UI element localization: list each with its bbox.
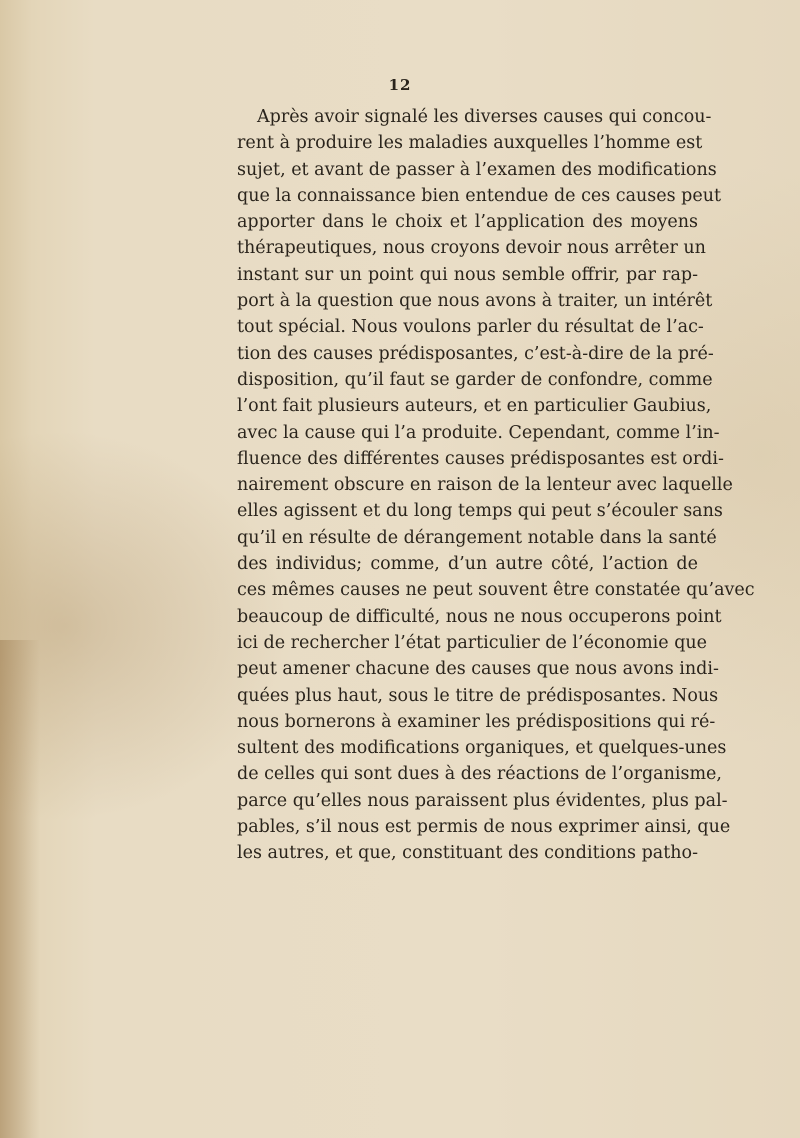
text-line: ici de rechercher l’état particulier de l’économie que xyxy=(237,632,708,653)
text-line: tion des causes prédisposantes, c’est-à-dire de la pré- xyxy=(237,343,714,364)
text-line: nairement obscure en raison de la lenteur avec laquelle xyxy=(237,475,733,496)
text-line: port à la question que nous avons à traiter, un intérêt xyxy=(237,291,713,312)
text-line: beaucoup de difficulté, nous ne nous occuperons point xyxy=(237,606,722,627)
text-line: l’ont fait plusieurs auteurs, et en particulier Gaubius, xyxy=(237,396,712,417)
text-line: rent à produire les maladies auxquelles l’homme est xyxy=(237,133,703,154)
page-number: 12 xyxy=(388,76,412,94)
paper-stain xyxy=(0,640,40,1138)
text-line: fluence des différentes causes prédisposantes est ordi- xyxy=(237,448,724,469)
text-line: sujet, et avant de passer à l’examen des modifications xyxy=(237,159,717,180)
body-text xyxy=(237,104,755,867)
text-line: que la connaissance bien entendue de ces causes peut xyxy=(237,185,722,206)
text-line: ces mêmes causes ne peut souvent être constatée qu’avec xyxy=(237,580,755,601)
text-line: tout spécial. Nous voulons parler du résultat de l’ac- xyxy=(237,317,704,338)
text-line: thérapeutiques, nous croyons devoir nous arrêter un xyxy=(237,238,706,259)
text-line: les autres, et que, constituant des conditions patho- xyxy=(237,843,698,864)
text-line: qu’il en résulte de dérangement notable dans la santé xyxy=(237,527,717,548)
text-line: des individus; comme, d’un autre côté, l’action de xyxy=(237,554,698,575)
text-line: pables, s’il nous est permis de nous exprimer ainsi, que xyxy=(237,817,731,838)
text-line: quées plus haut, sous le titre de prédisposantes. Nous xyxy=(237,685,719,706)
text-line: avec la cause qui l’a produite. Cependant, comme l’in- xyxy=(237,422,720,443)
text-line: parce qu’elles nous paraissent plus évidentes, plus pal- xyxy=(237,790,728,811)
text-line: apporter dans le choix et l’application des moyens xyxy=(237,212,698,233)
text-line: Après avoir signalé les diverses causes qui concou- xyxy=(257,107,712,127)
text-line: instant sur un point qui nous semble offrir, par rap- xyxy=(237,264,698,285)
text-line: peut amener chacune des causes que nous avons indi- xyxy=(237,659,719,680)
text-line: nous bornerons à examiner les prédispositions qui ré- xyxy=(237,711,716,732)
text-line: elles agissent et du long temps qui peut s’écouler sans xyxy=(237,501,723,522)
text-line: disposition, qu’il faut se garder de confondre, comme xyxy=(237,369,713,390)
text-line: sultent des modifications organiques, et quelques-unes xyxy=(237,738,727,759)
text-line: de celles qui sont dues à des réactions de l’organisme, xyxy=(237,764,722,785)
